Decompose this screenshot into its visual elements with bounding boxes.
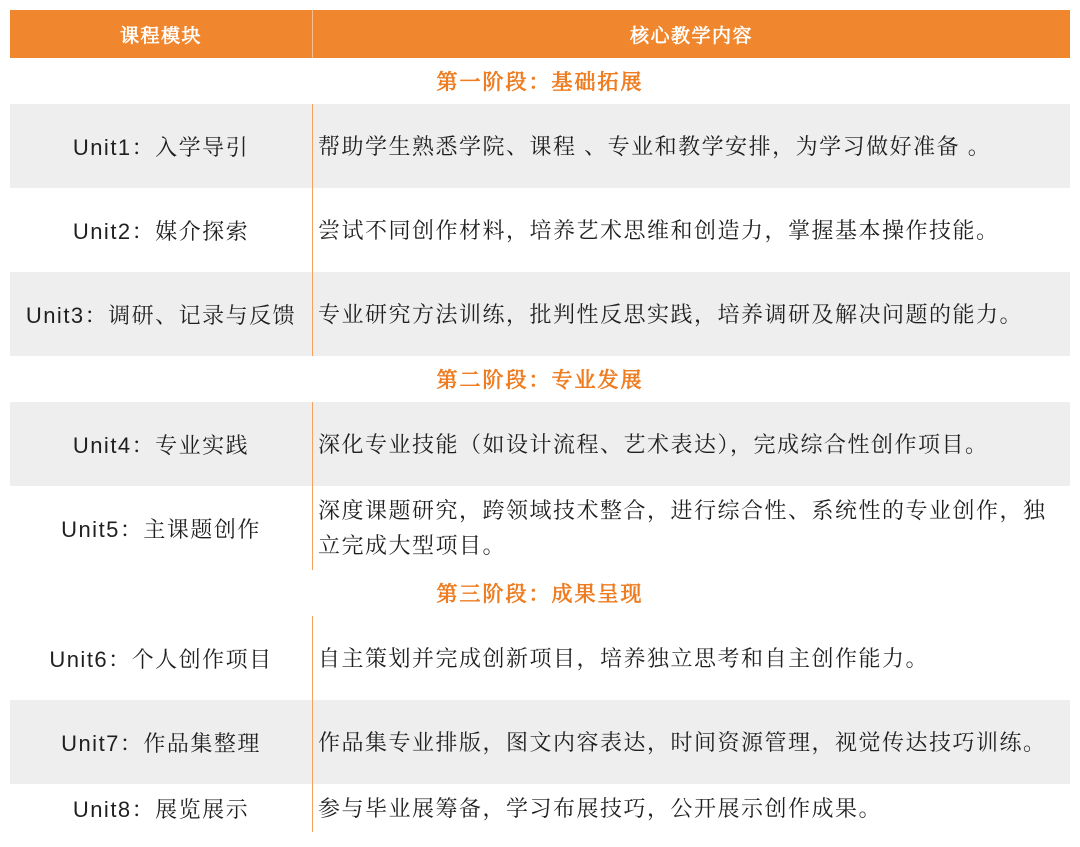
table-row	[10, 700, 1070, 784]
module-content-text: 深化专业技能（如设计流程、艺术表达），完成综合性创作项目。	[318, 431, 989, 457]
module-content	[312, 272, 1070, 356]
module-content-text: 深度课题研究，跨领域技术整合，进行综合性、系统性的专业创作，独立完成大型项目。	[318, 498, 1047, 558]
module-name-text: Unit4：专业实践	[72, 432, 250, 458]
module-name	[10, 104, 312, 188]
table-row	[10, 486, 1070, 570]
module-content	[312, 616, 1070, 700]
table-row	[10, 104, 1070, 188]
table-row	[10, 402, 1070, 486]
module-content-text: 作品集专业排版，图文内容表达，时间资源管理，视觉传达技巧训练。	[318, 729, 1047, 755]
module-name	[10, 700, 312, 784]
module-content	[312, 784, 1070, 832]
module-content	[312, 700, 1070, 784]
module-name-text: Unit7：作品集整理	[61, 730, 261, 756]
module-name	[10, 402, 312, 486]
column-header-content: 核心教学内容	[312, 10, 1070, 58]
module-name	[10, 486, 312, 570]
module-content-text: 专业研究方法训练，批判性反思实践，培养调研及解决问题的能力。	[318, 301, 1024, 327]
module-content	[312, 486, 1070, 570]
module-name-text: Unit8：展览展示	[72, 796, 250, 822]
table-row	[10, 616, 1070, 700]
table-header	[10, 10, 1070, 58]
curriculum-table	[10, 10, 1070, 832]
module-content-text: 自主策划并完成创新项目，培养独立思考和自主创作能力。	[318, 645, 930, 671]
module-content-text: 帮助学生熟悉学院、课程 、专业和教学安排，为学习做好准备 。	[318, 133, 992, 159]
module-name-text: Unit3：调研、记录与反馈	[25, 302, 297, 328]
module-name-text: Unit5：主课题创作	[61, 516, 261, 542]
module-name	[10, 784, 312, 832]
module-name	[10, 188, 312, 272]
module-name-text: Unit1：入学导引	[72, 134, 250, 160]
module-content-text: 尝试不同创作材料，培养艺术思维和创造力，掌握基本操作技能。	[318, 217, 1000, 243]
module-name-text: Unit2：媒介探索	[72, 218, 250, 244]
stage-heading: 第三阶段：成果呈现	[436, 583, 644, 606]
column-header-module: 课程模块	[119, 25, 202, 47]
module-name	[10, 272, 312, 356]
table-row	[10, 188, 1070, 272]
table-row	[10, 272, 1070, 356]
stage-heading: 第一阶段：基础拓展	[436, 71, 644, 94]
table-row	[10, 784, 1070, 832]
module-name	[10, 616, 312, 700]
module-content	[312, 188, 1070, 272]
module-content-text: 参与毕业展筹备，学习布展技巧，公开展示创作成果。	[318, 795, 883, 821]
module-content	[312, 104, 1070, 188]
module-content	[312, 402, 1070, 486]
stage-heading: 第二阶段：专业发展	[436, 369, 644, 392]
module-name-text: Unit6：个人创作项目	[49, 646, 273, 672]
